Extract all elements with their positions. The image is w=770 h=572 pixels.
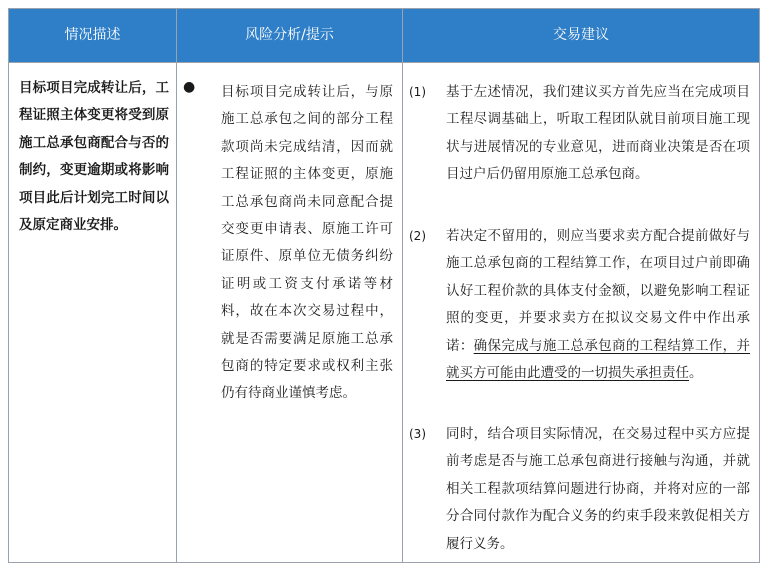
advice-number: (2) [409, 229, 426, 243]
advice-number: (3) [409, 427, 426, 441]
risk-cell: 目标项目完成转让后，与原施工总承包之间的部分工程款项尚未完成结清，因而就工程证照的主体变更，原施工总承包商尚未同意配合提交变更申请表、原施工许可证原件、原单位无债务纠纷证明或工资支付承诺等材料，故在本次交易过程中，就是否需要满足原施工总承包商的特定要求或权利主张仍有待商业谨慎考虑。 [221, 84, 393, 402]
advice-text: 同时，结合项目实际情况，在交易过程中买方应提前考虑是否与施工总承包商进行接触与沟通，并就相关工程款项结算问题进行协商，并将对应的一部分合同付款作为配合义务的约束手段来敦促相关方履行义务。 [446, 426, 750, 552]
header-divider [9, 62, 759, 63]
advice-underlined-commitment: 确保完成与施工总承包商的工程结算工作，并就买方可能由此遭受的一切损失承担责任 [446, 337, 751, 382]
column-divider-1 [176, 9, 177, 562]
advice-text [446, 223, 750, 387]
advice-table [8, 8, 760, 563]
bullet-icon: ● [183, 79, 196, 95]
situation-cell: 目标项目完成转让后，工程证照主体变更将受到原施工总承包商配合与否的制约，变更逾期或将影响项目此后计划完工时间以及原定商业安排。 [19, 80, 169, 234]
advice-text: 基于左述情况，我们建议买方首先应当在完成项目工程尽调基础上，听取工程团队就目前项目施工现状与进展情况的专业意见，进而商业决策是否在项目过户后仍留用原施工总承包商。 [446, 84, 750, 183]
table-header [9, 9, 759, 62]
header-risk: 风险分析/提示 [245, 27, 334, 43]
column-divider-2 [402, 9, 403, 562]
advice-text-tail: 。 [689, 365, 703, 382]
header-situation: 情况描述 [64, 27, 121, 43]
advice-number: (1) [409, 85, 426, 99]
advice-text-main: 若决定不留用的，则应当要求卖方配合提前做好与施工总承包商的工程结算工作，在项目过户前即确认好工程价款的具体支付金额，以避免影响工程证照的变更，并要求卖方在拟议交易文件中作出承诺： [446, 228, 750, 354]
header-advice: 交易建议 [553, 27, 609, 43]
